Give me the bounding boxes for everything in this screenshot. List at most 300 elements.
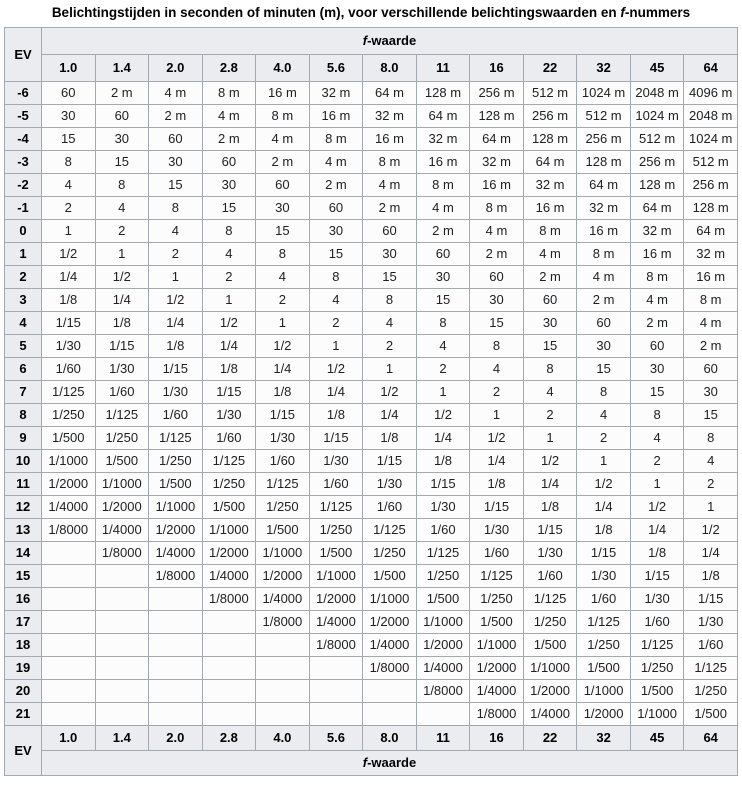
exposure-cell: 60 — [256, 174, 310, 197]
exposure-cell: 1/125 — [363, 519, 417, 542]
exposure-cell: 1/4000 — [95, 519, 149, 542]
exposure-cell: 16 m — [256, 82, 310, 105]
exposure-cell: 2 — [42, 197, 96, 220]
exposure-cell: 30 — [149, 151, 203, 174]
exposure-cell: 1/500 — [684, 703, 738, 726]
exposure-cell: 1/2 — [577, 473, 631, 496]
exposure-cell — [202, 657, 256, 680]
exposure-cell: 1/2000 — [363, 611, 417, 634]
exposure-cell: 1 — [202, 289, 256, 312]
f-number-header: 11 — [416, 726, 470, 751]
exposure-cell: 2 m — [416, 220, 470, 243]
exposure-cell: 1024 m — [577, 82, 631, 105]
exposure-cell: 60 — [684, 358, 738, 381]
exposure-cell: 15 — [630, 381, 684, 404]
ev-row-header: 2 — [5, 266, 42, 289]
exposure-cell: 1/125 — [630, 634, 684, 657]
ev-row-header: 11 — [5, 473, 42, 496]
exposure-cell: 128 m — [630, 174, 684, 197]
exposure-cell: 1/1000 — [363, 588, 417, 611]
exposure-cell: 1/4 — [309, 381, 363, 404]
exposure-cell: 30 — [363, 243, 417, 266]
exposure-cell: 1/4 — [256, 358, 310, 381]
exposure-cell: 16 m — [577, 220, 631, 243]
exposure-cell: 1/4000 — [470, 680, 524, 703]
exposure-cell: 8 — [577, 381, 631, 404]
exposure-cell: 30 — [630, 358, 684, 381]
exposure-cell — [256, 680, 310, 703]
exposure-cell: 1/250 — [630, 657, 684, 680]
exposure-cell: 64 m — [577, 174, 631, 197]
exposure-cell: 1/4 — [202, 335, 256, 358]
exposure-cell — [42, 588, 96, 611]
ev-row-header: 7 — [5, 381, 42, 404]
ev-row-header: 6 — [5, 358, 42, 381]
ev-row-header: 19 — [5, 657, 42, 680]
exposure-cell: 60 — [630, 335, 684, 358]
exposure-cell: 30 — [523, 312, 577, 335]
exposure-cell: 1/125 — [523, 588, 577, 611]
exposure-cell: 1/4 — [416, 427, 470, 450]
exposure-cell: 1/1000 — [630, 703, 684, 726]
exposure-cell: 1/60 — [470, 542, 524, 565]
exposure-cell: 1 — [684, 496, 738, 519]
exposure-cell: 1/1000 — [149, 496, 203, 519]
exposure-cell — [42, 657, 96, 680]
table-footer — [5, 726, 738, 776]
exposure-cell: 32 m — [630, 220, 684, 243]
exposure-cell: 1/4000 — [416, 657, 470, 680]
exposure-cell: 8 — [202, 220, 256, 243]
exposure-cell: 1/8000 — [95, 542, 149, 565]
exposure-cell: 1/2000 — [577, 703, 631, 726]
exposure-cell: 64 m — [523, 151, 577, 174]
exposure-cell: 60 — [470, 266, 524, 289]
table-row — [5, 657, 738, 680]
exposure-cell: 2 — [577, 427, 631, 450]
ev-row-header: 16 — [5, 588, 42, 611]
exposure-cell: 4 — [256, 266, 310, 289]
exposure-cell: 1/15 — [202, 381, 256, 404]
exposure-cell: 15 — [95, 151, 149, 174]
table-row — [5, 220, 738, 243]
table-row — [5, 565, 738, 588]
exposure-cell: 4 m — [684, 312, 738, 335]
exposure-cell: 128 m — [523, 128, 577, 151]
exposure-cell: 1/30 — [256, 427, 310, 450]
exposure-cell: 1/1000 — [95, 473, 149, 496]
exposure-cell: 15 — [684, 404, 738, 427]
header-f-waarde-row — [5, 28, 738, 55]
exposure-cell: 2 — [202, 266, 256, 289]
exposure-cell: 1/30 — [95, 358, 149, 381]
table-row — [5, 427, 738, 450]
header-ev-corner: EV — [5, 28, 42, 82]
exposure-cell: 256 m — [577, 128, 631, 151]
exposure-cell: 1/8 — [256, 381, 310, 404]
exposure-cell: 4 m — [149, 82, 203, 105]
exposure-cell: 1/125 — [416, 542, 470, 565]
exposure-cell: 256 m — [523, 105, 577, 128]
exposure-cell: 1/2000 — [202, 542, 256, 565]
table-row — [5, 634, 738, 657]
exposure-cell: 1/250 — [416, 565, 470, 588]
table-row — [5, 381, 738, 404]
exposure-cell: 1/250 — [309, 519, 363, 542]
ev-row-header: 10 — [5, 450, 42, 473]
exposure-cell: 1/2 — [684, 519, 738, 542]
exposure-cell: 1/250 — [256, 496, 310, 519]
exposure-cell: 64 m — [630, 197, 684, 220]
exposure-cell: 1 — [95, 243, 149, 266]
ev-row-header: 5 — [5, 335, 42, 358]
table-header — [5, 28, 738, 82]
exposure-cell: 2 m — [684, 335, 738, 358]
exposure-cell: 1024 m — [630, 105, 684, 128]
exposure-cell: 1/8 — [95, 312, 149, 335]
exposure-cell: 1/2 — [202, 312, 256, 335]
exposure-cell: 8 — [630, 404, 684, 427]
exposure-cell: 1/2 — [256, 335, 310, 358]
table-row — [5, 174, 738, 197]
f-number-header: 4.0 — [256, 55, 310, 82]
exposure-cell: 1/60 — [149, 404, 203, 427]
exposure-cell — [202, 680, 256, 703]
exposure-cell: 1/125 — [470, 565, 524, 588]
exposure-cell: 1/4 — [149, 312, 203, 335]
f-number-header: 11 — [416, 55, 470, 82]
exposure-cell: 1/4000 — [149, 542, 203, 565]
exposure-cell: 1/4 — [684, 542, 738, 565]
exposure-cell: 1/4 — [523, 473, 577, 496]
exposure-cell: 30 — [95, 128, 149, 151]
exposure-cell: 1/15 — [470, 496, 524, 519]
exposure-cell: 60 — [363, 220, 417, 243]
exposure-cell: 1/125 — [309, 496, 363, 519]
exposure-cell: 2 m — [630, 312, 684, 335]
exposure-cell: 60 — [416, 243, 470, 266]
exposure-cell: 256 m — [630, 151, 684, 174]
f-number-header: 5.6 — [309, 55, 363, 82]
exposure-cell: 4 — [630, 427, 684, 450]
exposure-cell: 8 — [684, 427, 738, 450]
f-number-header: 4.0 — [256, 726, 310, 751]
exposure-cell: 8 — [42, 151, 96, 174]
ev-row-header: -5 — [5, 105, 42, 128]
exposure-cell: 1/8000 — [149, 565, 203, 588]
exposure-cell: 1/8000 — [470, 703, 524, 726]
exposure-cell: 1/15 — [95, 335, 149, 358]
ev-row-header: 1 — [5, 243, 42, 266]
exposure-cell: 30 — [202, 174, 256, 197]
exposure-cell: 512 m — [523, 82, 577, 105]
exposure-cell: 1/125 — [42, 381, 96, 404]
exposure-cell: 15 — [256, 220, 310, 243]
exposure-cell: 1/30 — [309, 450, 363, 473]
exposure-cell: 30 — [309, 220, 363, 243]
table-row — [5, 358, 738, 381]
exposure-cell: 4 m — [577, 266, 631, 289]
exposure-cell: 1 — [309, 335, 363, 358]
table-row — [5, 82, 738, 105]
exposure-cell: 4096 m — [684, 82, 738, 105]
exposure-cell: 1 — [256, 312, 310, 335]
exposure-cell: 1/1000 — [309, 565, 363, 588]
exposure-cell: 128 m — [577, 151, 631, 174]
exposure-cell — [363, 703, 417, 726]
exposure-cell: 1 — [630, 473, 684, 496]
exposure-cell: 1/2000 — [523, 680, 577, 703]
exposure-cell: 1/8000 — [363, 657, 417, 680]
ev-row-header: 15 — [5, 565, 42, 588]
exposure-cell — [42, 611, 96, 634]
exposure-cell: 8 m — [256, 105, 310, 128]
exposure-cell: 4 m — [309, 151, 363, 174]
table-row — [5, 404, 738, 427]
ev-row-header: 18 — [5, 634, 42, 657]
exposure-cell: 1/125 — [149, 427, 203, 450]
ev-row-header: 14 — [5, 542, 42, 565]
exposure-cell: 1/8000 — [42, 519, 96, 542]
title-text-after: -nummers — [624, 5, 691, 20]
f-number-header: 45 — [630, 726, 684, 751]
exposure-cell: 1/2000 — [256, 565, 310, 588]
exposure-cell — [202, 703, 256, 726]
exposure-cell: 16 m — [309, 105, 363, 128]
exposure-cell: 1/4000 — [309, 611, 363, 634]
exposure-cell — [256, 657, 310, 680]
exposure-cell — [149, 703, 203, 726]
table-row — [5, 289, 738, 312]
exposure-cell: 1024 m — [684, 128, 738, 151]
exposure-cell — [95, 634, 149, 657]
exposure-cell — [42, 542, 96, 565]
exposure-cell: 30 — [577, 335, 631, 358]
exposure-cell: 1/8 — [416, 450, 470, 473]
f-number-header: 1.4 — [95, 55, 149, 82]
exposure-cell: 8 m — [309, 128, 363, 151]
table-row — [5, 519, 738, 542]
exposure-table — [4, 27, 738, 776]
exposure-cell: 1/1000 — [577, 680, 631, 703]
f-waarde-italic-f: f — [362, 755, 368, 770]
exposure-cell: 32 m — [470, 151, 524, 174]
exposure-cell: 2048 m — [630, 82, 684, 105]
ev-row-header: -4 — [5, 128, 42, 151]
exposure-cell: 2 m — [470, 243, 524, 266]
exposure-cell: 60 — [309, 197, 363, 220]
exposure-cell — [42, 680, 96, 703]
f-number-header: 8.0 — [363, 726, 417, 751]
exposure-cell: 1/2 — [470, 427, 524, 450]
exposure-cell — [416, 703, 470, 726]
table-row — [5, 335, 738, 358]
f-number-header: 16 — [470, 55, 524, 82]
exposure-cell: 15 — [202, 197, 256, 220]
exposure-cell: 1/30 — [416, 496, 470, 519]
f-number-header: 1.0 — [42, 55, 96, 82]
exposure-cell: 1/500 — [363, 565, 417, 588]
exposure-cell: 4 — [149, 220, 203, 243]
f-number-header: 5.6 — [309, 726, 363, 751]
exposure-cell: 4 — [416, 335, 470, 358]
exposure-cell: 8 m — [577, 243, 631, 266]
exposure-cell: 4 — [523, 381, 577, 404]
exposure-cell: 1/2000 — [42, 473, 96, 496]
exposure-cell: 1/2000 — [416, 634, 470, 657]
exposure-cell: 1/30 — [577, 565, 631, 588]
exposure-cell: 2 m — [149, 105, 203, 128]
f-number-header: 32 — [577, 726, 631, 751]
table-row — [5, 542, 738, 565]
exposure-cell: 1/500 — [630, 680, 684, 703]
exposure-cell — [202, 634, 256, 657]
exposure-cell: 128 m — [684, 197, 738, 220]
exposure-cell: 1/500 — [42, 427, 96, 450]
f-number-header: 2.8 — [202, 726, 256, 751]
exposure-cell: 16 m — [523, 197, 577, 220]
exposure-cell: 1/30 — [42, 335, 96, 358]
exposure-cell: 1/2000 — [470, 657, 524, 680]
exposure-cell: 128 m — [470, 105, 524, 128]
ev-row-header: 13 — [5, 519, 42, 542]
exposure-cell: 60 — [202, 151, 256, 174]
exposure-cell — [149, 588, 203, 611]
exposure-cell: 1 — [416, 381, 470, 404]
exposure-cell: 4 — [42, 174, 96, 197]
exposure-cell: 1/8 — [42, 289, 96, 312]
exposure-cell: 1/4 — [577, 496, 631, 519]
exposure-cell: 1/8 — [363, 427, 417, 450]
exposure-cell: 1/250 — [470, 588, 524, 611]
exposure-cell: 32 m — [363, 105, 417, 128]
exposure-cell: 2 — [630, 450, 684, 473]
exposure-cell: 15 — [149, 174, 203, 197]
exposure-cell: 1/500 — [470, 611, 524, 634]
exposure-cell: 1/8000 — [202, 588, 256, 611]
f-number-header: 22 — [523, 55, 577, 82]
exposure-cell: 64 m — [363, 82, 417, 105]
exposure-cell: 30 — [256, 197, 310, 220]
exposure-cell: 1/8 — [684, 565, 738, 588]
exposure-cell: 60 — [42, 82, 96, 105]
exposure-cell: 64 m — [684, 220, 738, 243]
exposure-cell: 1/4000 — [202, 565, 256, 588]
f-number-header: 64 — [684, 55, 738, 82]
exposure-cell — [149, 657, 203, 680]
f-waarde-italic-f: f — [362, 33, 368, 48]
exposure-cell: 1/60 — [42, 358, 96, 381]
title-text-before: Belichtingstijden in seconden of minuten (m), voor verschillende belichtingswaarden en — [51, 5, 621, 20]
exposure-cell — [42, 565, 96, 588]
exposure-cell: 8 m — [470, 197, 524, 220]
exposure-cell: 64 m — [416, 105, 470, 128]
exposure-cell: 1/1000 — [470, 634, 524, 657]
exposure-cell: 1/60 — [309, 473, 363, 496]
exposure-cell: 32 m — [416, 128, 470, 151]
exposure-cell: 1/30 — [684, 611, 738, 634]
f-number-header: 64 — [684, 726, 738, 751]
exposure-cell: 8 m — [684, 289, 738, 312]
exposure-cell: 2 — [363, 335, 417, 358]
ev-row-header: -2 — [5, 174, 42, 197]
exposure-cell: 1/4000 — [523, 703, 577, 726]
exposure-cell: 1/4 — [363, 404, 417, 427]
ev-row-header: 4 — [5, 312, 42, 335]
exposure-cell: 1/15 — [630, 565, 684, 588]
ev-row-header: 12 — [5, 496, 42, 519]
f-number-header: 16 — [470, 726, 524, 751]
exposure-cell: 1/125 — [202, 450, 256, 473]
exposure-cell: 2 m — [363, 197, 417, 220]
exposure-cell: 1/15 — [256, 404, 310, 427]
exposure-cell: 512 m — [630, 128, 684, 151]
exposure-cell: 30 — [684, 381, 738, 404]
exposure-cell: 1/250 — [202, 473, 256, 496]
table-row — [5, 266, 738, 289]
exposure-cell: 1/2 — [309, 358, 363, 381]
exposure-cell: 4 — [309, 289, 363, 312]
footer-ev-corner: EV — [5, 726, 42, 776]
table-row — [5, 703, 738, 726]
exposure-cell: 1/250 — [523, 611, 577, 634]
exposure-cell: 1/8000 — [416, 680, 470, 703]
exposure-cell: 256 m — [684, 174, 738, 197]
exposure-cell: 2 — [256, 289, 310, 312]
exposure-cell: 1/250 — [684, 680, 738, 703]
exposure-cell: 1/8 — [309, 404, 363, 427]
exposure-cell: 16 m — [470, 174, 524, 197]
table-title — [4, 3, 738, 27]
exposure-cell: 1/8 — [577, 519, 631, 542]
exposure-cell: 8 — [470, 335, 524, 358]
exposure-cell: 1/60 — [416, 519, 470, 542]
exposure-cell: 30 — [42, 105, 96, 128]
f-number-header: 2.0 — [149, 55, 203, 82]
exposure-cell: 1/2 — [95, 266, 149, 289]
exposure-cell: 1/1000 — [256, 542, 310, 565]
f-waarde-rest: -waarde — [367, 33, 417, 48]
exposure-cell: 1/8 — [523, 496, 577, 519]
exposure-cell: 1/15 — [149, 358, 203, 381]
exposure-cell: 60 — [95, 105, 149, 128]
exposure-cell: 30 — [470, 289, 524, 312]
table-row — [5, 105, 738, 128]
exposure-cell: 1/250 — [577, 634, 631, 657]
f-number-header: 45 — [630, 55, 684, 82]
exposure-cell: 2 — [523, 404, 577, 427]
f-number-header: 22 — [523, 726, 577, 751]
f-number-header: 32 — [577, 55, 631, 82]
exposure-cell: 1 — [470, 404, 524, 427]
exposure-cell: 8 — [149, 197, 203, 220]
exposure-cell: 1/250 — [95, 427, 149, 450]
exposure-cell: 1/8000 — [256, 611, 310, 634]
exposure-cell: 1/15 — [416, 473, 470, 496]
table-body — [5, 82, 738, 726]
exposure-cell: 16 m — [684, 266, 738, 289]
exposure-cell — [363, 680, 417, 703]
exposure-cell: 4 — [202, 243, 256, 266]
ev-row-header: -6 — [5, 82, 42, 105]
exposure-cell: 2 m — [577, 289, 631, 312]
ev-row-header: -1 — [5, 197, 42, 220]
exposure-cell: 4 m — [202, 105, 256, 128]
table-row — [5, 588, 738, 611]
exposure-cell: 1/4 — [42, 266, 96, 289]
exposure-cell: 2048 m — [684, 105, 738, 128]
title-f-italic: f — [620, 5, 625, 20]
